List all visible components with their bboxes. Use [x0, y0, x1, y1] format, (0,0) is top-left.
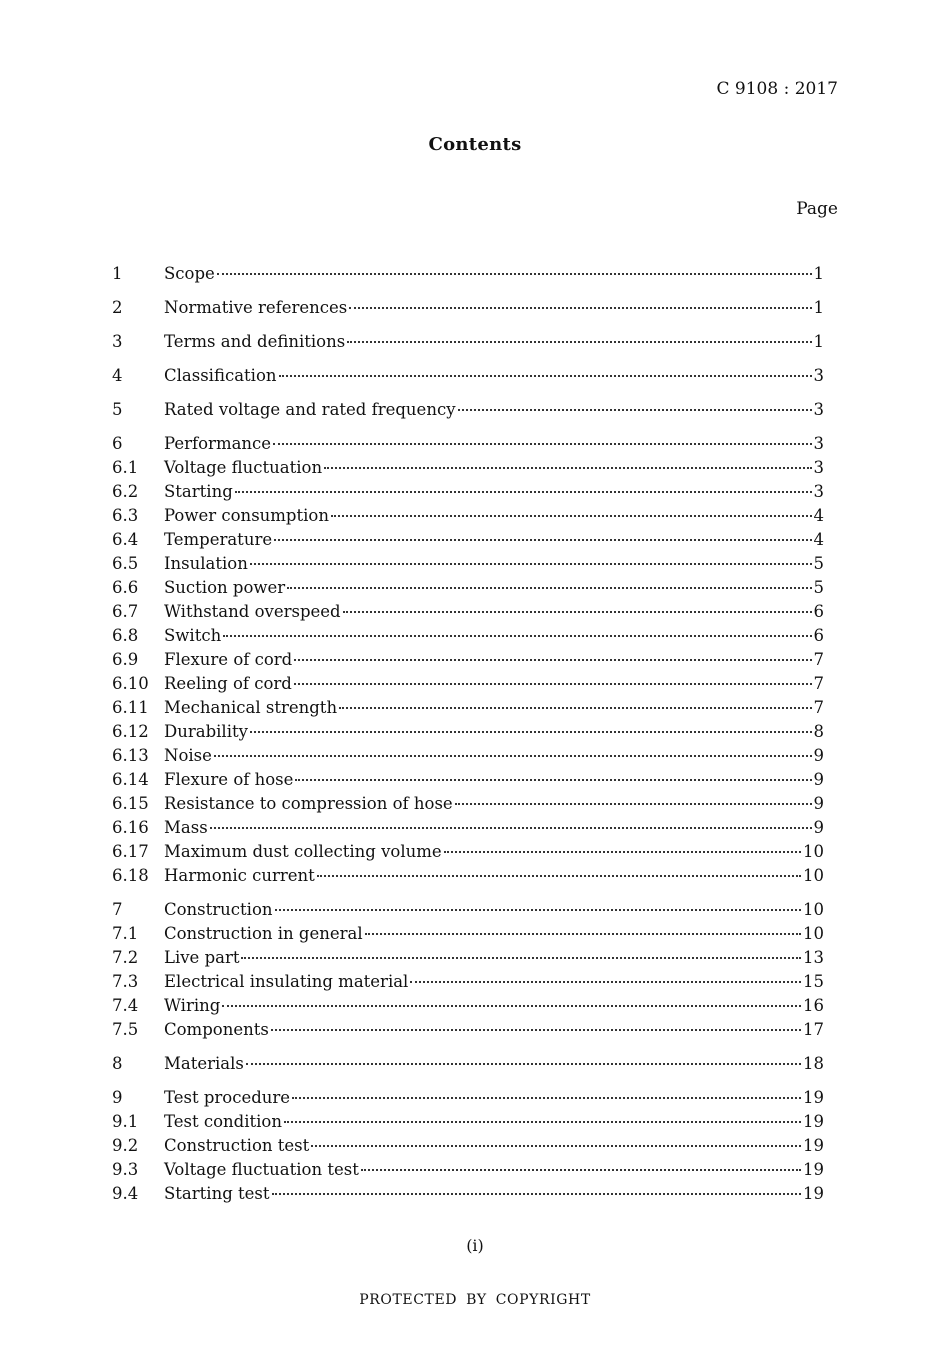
- dot-leader: [272, 1193, 802, 1195]
- dot-leader: [246, 1063, 801, 1065]
- dot-leader: [343, 611, 812, 613]
- toc-entry-page: 10: [803, 924, 824, 943]
- toc-entry-page: 1: [813, 264, 824, 283]
- toc-entry-page: 10: [803, 866, 824, 885]
- dot-leader: [311, 1145, 801, 1147]
- toc-entry[interactable]: [112, 816, 824, 840]
- toc-entry-page: 19: [803, 1160, 824, 1179]
- toc-entry-title: Withstand overspeed: [164, 602, 341, 621]
- toc-entry-title: Components: [164, 1020, 269, 1039]
- toc-entry-number: 6.10: [112, 674, 149, 693]
- toc-entry-title: Test condition: [164, 1112, 282, 1131]
- toc-entry-page: 9: [813, 794, 824, 813]
- toc-entry-number: 5: [112, 400, 123, 419]
- toc-entry-page: 6: [813, 602, 824, 621]
- toc-entry-title: Reeling of cord: [164, 674, 292, 693]
- dot-leader: [294, 659, 811, 661]
- toc-entry-number: 6.13: [112, 746, 149, 765]
- dot-leader: [214, 755, 812, 757]
- toc-entry-page: 9: [813, 818, 824, 837]
- dot-leader: [349, 307, 811, 309]
- toc-entry[interactable]: [112, 946, 824, 970]
- toc-entry-page: 15: [803, 972, 824, 991]
- toc-entry-number: 6.1: [112, 458, 139, 477]
- toc-entry[interactable]: [112, 1086, 824, 1110]
- toc-entry-page: 7: [813, 650, 824, 669]
- toc-entry-title: Classification: [164, 366, 277, 385]
- toc-entry-page: 3: [813, 458, 824, 477]
- toc-entry-title: Power consumption: [164, 506, 329, 525]
- dot-leader: [222, 1005, 801, 1007]
- toc-entry[interactable]: [112, 898, 824, 922]
- toc-entry-number: 6.4: [112, 530, 139, 549]
- toc-entry-title: Starting test: [164, 1184, 270, 1203]
- toc-entry-number: 9.1: [112, 1112, 139, 1131]
- toc-entry-page: 4: [813, 506, 824, 525]
- toc-entry-number: 6.12: [112, 722, 149, 741]
- toc-entry-page: 5: [813, 578, 824, 597]
- toc-entry-title: Flexure of cord: [164, 650, 293, 669]
- toc-entry-page: 18: [803, 1054, 824, 1073]
- toc-entry-page: 19: [803, 1136, 824, 1155]
- toc-entry-title: Starting: [164, 482, 233, 501]
- toc-entry-number: 7: [112, 900, 123, 919]
- dot-leader: [223, 635, 811, 637]
- dot-leader: [361, 1169, 801, 1171]
- toc-entry[interactable]: [112, 296, 824, 320]
- toc-entry-number: 6.16: [112, 818, 149, 837]
- toc-entry-number: 9.4: [112, 1184, 139, 1203]
- page-number: (i): [466, 1236, 484, 1255]
- toc-group: [112, 330, 824, 354]
- toc-entry[interactable]: [112, 398, 824, 422]
- toc-entry[interactable]: [112, 922, 824, 946]
- toc-entry-title: Mechanical strength: [164, 698, 338, 717]
- toc-entry-number: 6.7: [112, 602, 139, 621]
- dot-leader: [317, 875, 801, 877]
- toc-entry-number: 7.5: [112, 1020, 139, 1039]
- toc-entry-number: 6.11: [112, 698, 149, 717]
- toc-entry-title: Wiring: [164, 996, 221, 1015]
- dot-leader: [347, 341, 811, 343]
- toc-entry-number: 6.9: [112, 650, 139, 669]
- toc-entry-title: Test procedure: [164, 1088, 291, 1107]
- toc-entry-page: 7: [813, 698, 824, 717]
- toc-entry[interactable]: [112, 768, 824, 792]
- toc-entry-page: 6: [813, 626, 824, 645]
- toc-entry-page: 8: [813, 722, 824, 741]
- dot-leader: [444, 851, 801, 853]
- dot-leader: [365, 933, 801, 935]
- toc-entry-number: 3: [112, 332, 123, 351]
- toc-entry[interactable]: [112, 432, 824, 456]
- toc-entry[interactable]: [112, 1134, 824, 1158]
- toc-entry-page: 3: [813, 366, 824, 385]
- toc-group: [112, 1086, 824, 1206]
- toc-entry-number: 8: [112, 1054, 123, 1073]
- toc-entry[interactable]: [112, 1110, 824, 1134]
- toc-entry-number: 7.3: [112, 972, 139, 991]
- toc-entry[interactable]: [112, 330, 824, 354]
- toc-entry-title: Noise: [164, 746, 212, 765]
- dot-leader: [331, 515, 812, 517]
- toc-entry-title: Mass: [164, 818, 208, 837]
- toc-entry-title: Durability: [164, 722, 248, 741]
- dot-leader: [324, 467, 811, 469]
- toc-entry-page: 3: [813, 400, 824, 419]
- toc-entry-title: Insulation: [164, 554, 248, 573]
- toc-group: [112, 432, 824, 888]
- toc-entry-number: 2: [112, 298, 123, 317]
- dot-leader: [271, 1029, 801, 1031]
- toc-entry-number: 6.15: [112, 794, 149, 813]
- dot-leader: [279, 375, 812, 377]
- toc-entry-page: 4: [813, 530, 824, 549]
- toc-entry-number: 4: [112, 366, 123, 385]
- toc-entry-title: Live part: [164, 948, 240, 967]
- table-of-contents: [112, 262, 824, 1216]
- dot-leader: [273, 443, 811, 445]
- toc-entry-page: 19: [803, 1088, 824, 1107]
- toc-entry-title: Electrical insulating material: [164, 972, 409, 991]
- dot-leader: [235, 491, 812, 493]
- toc-group: [112, 398, 824, 422]
- toc-entry-title: Temperature: [164, 530, 273, 549]
- toc-entry-title: Performance: [164, 434, 272, 453]
- toc-group: [112, 296, 824, 320]
- toc-entry[interactable]: [112, 672, 824, 696]
- toc-entry[interactable]: [112, 480, 824, 504]
- toc-group: [112, 364, 824, 388]
- toc-entry[interactable]: [112, 1052, 824, 1076]
- toc-entry-page: 1: [813, 332, 824, 351]
- toc-entry-title: Scope: [164, 264, 215, 283]
- toc-entry-page: 9: [813, 746, 824, 765]
- toc-entry-number: 6.2: [112, 482, 139, 501]
- toc-entry[interactable]: [112, 1018, 824, 1042]
- toc-entry-number: 7.2: [112, 948, 139, 967]
- toc-entry-page: 3: [813, 434, 824, 453]
- toc-entry[interactable]: [112, 840, 824, 864]
- toc-entry-number: 9: [112, 1088, 123, 1107]
- dot-leader: [458, 409, 812, 411]
- toc-entry[interactable]: [112, 1182, 824, 1206]
- toc-entry[interactable]: [112, 504, 824, 528]
- dot-leader: [274, 539, 811, 541]
- toc-entry[interactable]: [112, 648, 824, 672]
- dot-leader: [210, 827, 812, 829]
- toc-entry-number: 7.4: [112, 996, 139, 1015]
- toc-entry-page: 1: [813, 298, 824, 317]
- toc-entry[interactable]: [112, 1158, 824, 1182]
- toc-entry-number: 9.3: [112, 1160, 139, 1179]
- toc-entry-page: 10: [803, 900, 824, 919]
- toc-group: [112, 898, 824, 1042]
- toc-entry[interactable]: [112, 576, 824, 600]
- toc-entry[interactable]: [112, 456, 824, 480]
- toc-entry[interactable]: [112, 792, 824, 816]
- toc-entry[interactable]: [112, 600, 824, 624]
- toc-entry[interactable]: [112, 720, 824, 744]
- dot-leader: [250, 731, 812, 733]
- toc-entry-page: 9: [813, 770, 824, 789]
- toc-entry-title: Construction: [164, 900, 273, 919]
- toc-entry-title: Flexure of hose: [164, 770, 294, 789]
- dot-leader: [294, 683, 812, 685]
- toc-entry-title: Switch: [164, 626, 222, 645]
- toc-entry-number: 6.14: [112, 770, 149, 789]
- toc-entry[interactable]: [112, 528, 824, 552]
- toc-entry[interactable]: [112, 364, 824, 388]
- toc-entry[interactable]: [112, 744, 824, 768]
- toc-entry-page: 7: [813, 674, 824, 693]
- toc-entry-title: Suction power: [164, 578, 286, 597]
- dot-leader: [292, 1097, 801, 1099]
- toc-entry-title: Voltage fluctuation: [164, 458, 323, 477]
- toc-entry-title: Resistance to compression of hose: [164, 794, 453, 813]
- toc-entry-number: 6.6: [112, 578, 139, 597]
- toc-entry-title: Rated voltage and rated frequency: [164, 400, 456, 419]
- toc-entry-number: 6.5: [112, 554, 139, 573]
- toc-entry[interactable]: [112, 552, 824, 576]
- toc-entry[interactable]: [112, 864, 824, 888]
- toc-entry-page: 13: [803, 948, 824, 967]
- toc-entry-number: 1: [112, 264, 123, 283]
- toc-entry-title: Voltage fluctuation test: [164, 1160, 359, 1179]
- toc-entry-title: Maximum dust collecting volume: [164, 842, 442, 861]
- toc-entry-title: Construction test: [164, 1136, 310, 1155]
- toc-entry-page: 19: [803, 1184, 824, 1203]
- toc-entry-number: 6.18: [112, 866, 149, 885]
- copyright-notice: PROTECTED BY COPYRIGHT: [359, 1292, 591, 1308]
- page-column-header: Page: [796, 199, 838, 219]
- toc-entry[interactable]: [112, 994, 824, 1018]
- standard-id: C 9108 : 2017: [716, 79, 838, 99]
- toc-entry[interactable]: [112, 970, 824, 994]
- toc-entry-number: 6.8: [112, 626, 139, 645]
- toc-group: [112, 1052, 824, 1076]
- toc-entry[interactable]: [112, 262, 824, 286]
- dot-leader: [295, 779, 811, 781]
- toc-group: [112, 262, 824, 286]
- toc-entry-number: 6.17: [112, 842, 149, 861]
- dot-leader: [241, 957, 801, 959]
- toc-entry-page: 10: [803, 842, 824, 861]
- toc-entry-page: 19: [803, 1112, 824, 1131]
- toc-entry-title: Terms and definitions: [164, 332, 346, 351]
- toc-entry-number: 6: [112, 434, 123, 453]
- toc-entry-page: 3: [813, 482, 824, 501]
- dot-leader: [410, 981, 801, 983]
- dot-leader: [250, 563, 812, 565]
- toc-entry-page: 16: [803, 996, 824, 1015]
- dot-leader: [284, 1121, 801, 1123]
- toc-entry-number: 7.1: [112, 924, 139, 943]
- toc-entry-page: 5: [813, 554, 824, 573]
- dot-leader: [217, 273, 812, 275]
- toc-entry[interactable]: [112, 696, 824, 720]
- toc-entry-number: 6.3: [112, 506, 139, 525]
- toc-entry-page: 17: [803, 1020, 824, 1039]
- dot-leader: [455, 803, 812, 805]
- toc-entry-title: Harmonic current: [164, 866, 315, 885]
- dot-leader: [275, 909, 801, 911]
- dot-leader: [287, 587, 811, 589]
- page-title: Contents: [428, 134, 522, 155]
- dot-leader: [339, 707, 811, 709]
- toc-entry-number: 9.2: [112, 1136, 139, 1155]
- toc-entry-title: Construction in general: [164, 924, 363, 943]
- toc-entry-title: Normative references: [164, 298, 348, 317]
- toc-entry[interactable]: [112, 624, 824, 648]
- toc-entry-title: Materials: [164, 1054, 244, 1073]
